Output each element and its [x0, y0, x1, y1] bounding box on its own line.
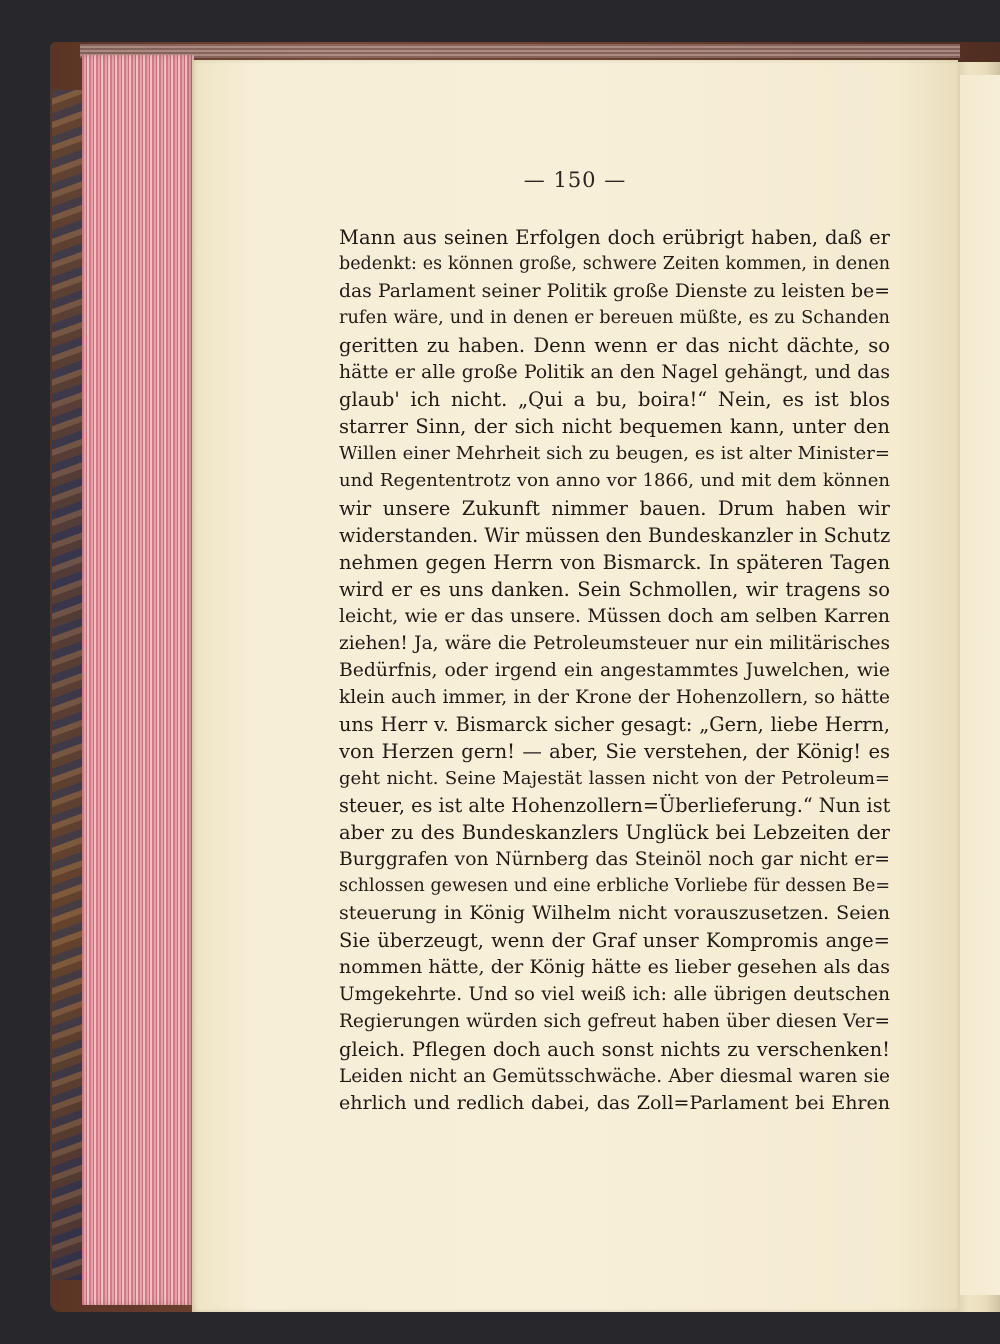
text-line: Willen einer Mehrheit sich zu beugen, es ist alter Minister=: [339, 443, 890, 465]
text-line: widerstanden. Wir müssen den Bundeskanzler in Schutz: [339, 523, 890, 547]
text-line: Sie überzeugt, wenn der Graf unser Kompromis ange=: [339, 929, 890, 953]
text-line: wird er es uns danken. Sein Schmollen, wir tragens so: [339, 577, 890, 601]
text-line: gleich. Pflegen doch auch sonst nichts zu verschenken!: [339, 1037, 890, 1061]
text-line: Umgekehrte. Und so viel weiß ich: alle übrigen deutschen: [339, 984, 890, 1006]
text-line: ehrlich und redlich dabei, das Zoll=Parlament bei Ehren: [339, 1091, 890, 1114]
text-line: starrer Sinn, der sich nicht bequemen kann, unter den: [339, 415, 890, 439]
text-line: klein auch immer, in der Krone der Hohenzollern, so hätte: [339, 686, 890, 708]
text-line: wir unsere Zukunft nimmer bauen. Drum haben wir: [339, 496, 890, 520]
text-line: ziehen! Ja, wäre die Petroleumsteuer nur ein militärisches: [339, 632, 890, 654]
text-line: und Regententrotz von anno vor 1866, und mit dem können: [339, 470, 890, 492]
red-page-edges: [82, 55, 194, 1305]
text-line: Bedürfnis, oder irgend ein angestammtes Juwelchen, wie: [339, 659, 890, 681]
text-line: von Herzen gern! — aber, Sie verstehen, der König! es: [339, 739, 890, 763]
text-line: rufen wäre, und in denen er bereuen müßte, es zu Schanden: [339, 308, 890, 329]
text-line: uns Herr v. Bismarck sicher gesagt: „Gern, liebe Herrn,: [339, 712, 890, 736]
text-line: steuerung in König Wilhelm nicht vorauszusetzen. Seien: [339, 902, 890, 925]
text-line: Leiden nicht an Gemütsschwäche. Aber diesmal waren sie: [339, 1065, 890, 1087]
text-line: Regierungen würden sich gefreut haben über diesen Ver=: [339, 1011, 890, 1033]
text-line: Mann aus seinen Erfolgen doch erübrigt haben, daß er: [339, 226, 890, 249]
page-edges-top: [80, 44, 960, 58]
text-line: glaub' ich nicht. „Qui a bu, boira!“ Nein, es ist blos: [339, 388, 890, 412]
text-line: geritten zu haben. Denn wenn er das nicht dächte, so: [339, 334, 890, 358]
text-line: hätte er alle große Politik an den Nagel gehängt, und das: [339, 362, 890, 384]
text-line: Burggrafen von Nürnberg das Steinöl noch gar nicht er=: [339, 849, 890, 871]
marbled-cover-edge: [52, 90, 82, 1280]
text-line: geht nicht. Seine Majestät lassen nicht von der Petroleum=: [339, 768, 890, 789]
facing-page: [960, 75, 1000, 1295]
text-line: aber zu des Bundeskanzlers Unglück bei Lebzeiten der: [339, 821, 890, 845]
text-line: schlossen gewesen und eine erbliche Vorliebe für dessen Be=: [339, 876, 890, 897]
text-line: nehmen gegen Herrn von Bismarck. In späteren Tagen: [339, 550, 890, 574]
text-line: leicht, wie er das unsere. Müssen doch am selben Karren: [339, 605, 890, 627]
page-number: — 150 —: [523, 168, 627, 192]
text-line: steuer, es ist alte Hohenzollern=Überlieferung.“ Nun ist: [339, 794, 890, 818]
text-line: bedenkt: es können große, schwere Zeiten kommen, in denen: [339, 254, 890, 275]
text-line: das Parlament seiner Politik große Dienste zu leisten be=: [339, 281, 890, 303]
text-line: nommen hätte, der König hätte es lieber gesehen als das: [339, 956, 890, 979]
